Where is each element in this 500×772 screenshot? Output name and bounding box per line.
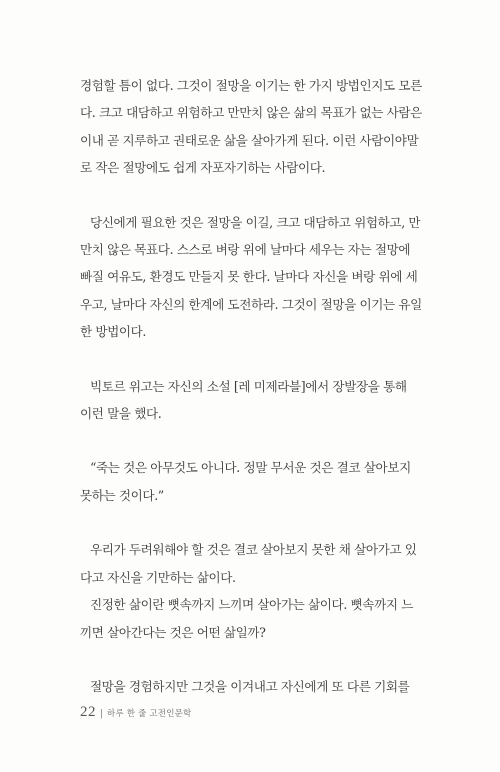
paragraph-gap <box>80 427 440 454</box>
paragraph <box>80 209 440 346</box>
text-line: 다고 자신을 기만하는 삶이다. <box>80 569 236 585</box>
text-line: 로 작은 절망에도 쉽게 자포자기하는 사람이다. <box>80 160 326 176</box>
text-line: 끼면 살아간다는 것은 어떤 삶일까? <box>80 624 266 640</box>
footer-separator: | <box>100 709 104 719</box>
text-line: 만치 않은 목표다. 스스로 벼랑 위에 날마다 세우는 자는 절망에 <box>80 242 411 258</box>
text-line: 다. 크고 대담하고 위험하고 만만치 않은 삶의 목표가 없는 사람은 <box>80 105 422 121</box>
paragraph-gap <box>80 646 440 673</box>
text-line: 경험할 틈이 없다. 그것이 절망을 이기는 한 가지 방법인지도 모른 <box>80 78 422 93</box>
book-title: 하루 한 줄 고전인문학 <box>107 709 192 719</box>
paragraph <box>80 373 440 428</box>
paragraph <box>80 72 440 182</box>
text-line: 이런 말을 했다. <box>80 406 162 422</box>
text-line: 한 방법이다. <box>80 324 147 340</box>
text-line: 우리가 두려워해야 할 것은 결코 살아보지 못한 채 살아가고 있 <box>90 542 417 558</box>
body-text <box>80 72 440 700</box>
paragraph-gap <box>80 509 440 536</box>
text-line: 못하는 것이다.” <box>80 487 164 503</box>
quote-paragraph <box>80 454 440 509</box>
paragraph <box>80 536 440 646</box>
text-line: 빠질 여유도, 환경도 만들지 못 한다. 날마다 자신을 벼랑 위에 세 <box>80 269 418 285</box>
paragraph <box>80 673 440 700</box>
text-line: 이내 곧 지루하고 권태로운 삶을 살아가게 된다. 이런 사람이야말 <box>80 132 419 148</box>
text-line: 진정한 삶이란 뼛속까지 느끼며 살아가는 삶이다. 뼛속까지 느 <box>90 597 413 613</box>
text-line: 당신에게 필요한 것은 절망을 이길, 크고 대담하고 위험하고, 만 <box>90 214 421 230</box>
paragraph-gap <box>80 182 440 209</box>
text-line: “죽는 것은 아무것도 아니다. 정말 무서운 것은 결코 살아보지 <box>90 460 411 476</box>
text-line: 절망을 경험하지만 그것을 이겨내고 자신에게 또 다른 기회를 <box>90 678 410 694</box>
text-line: 빅토르 위고는 자신의 소설 [레 미제라블]에서 장발장을 통해 <box>90 378 407 394</box>
page-number: 22 <box>80 704 96 720</box>
page-footer <box>80 704 191 721</box>
text-line: 우고, 날마다 자신의 한계에 도전하라. 그것이 절망을 이기는 유일 <box>80 296 422 312</box>
paragraph-gap <box>80 346 440 373</box>
